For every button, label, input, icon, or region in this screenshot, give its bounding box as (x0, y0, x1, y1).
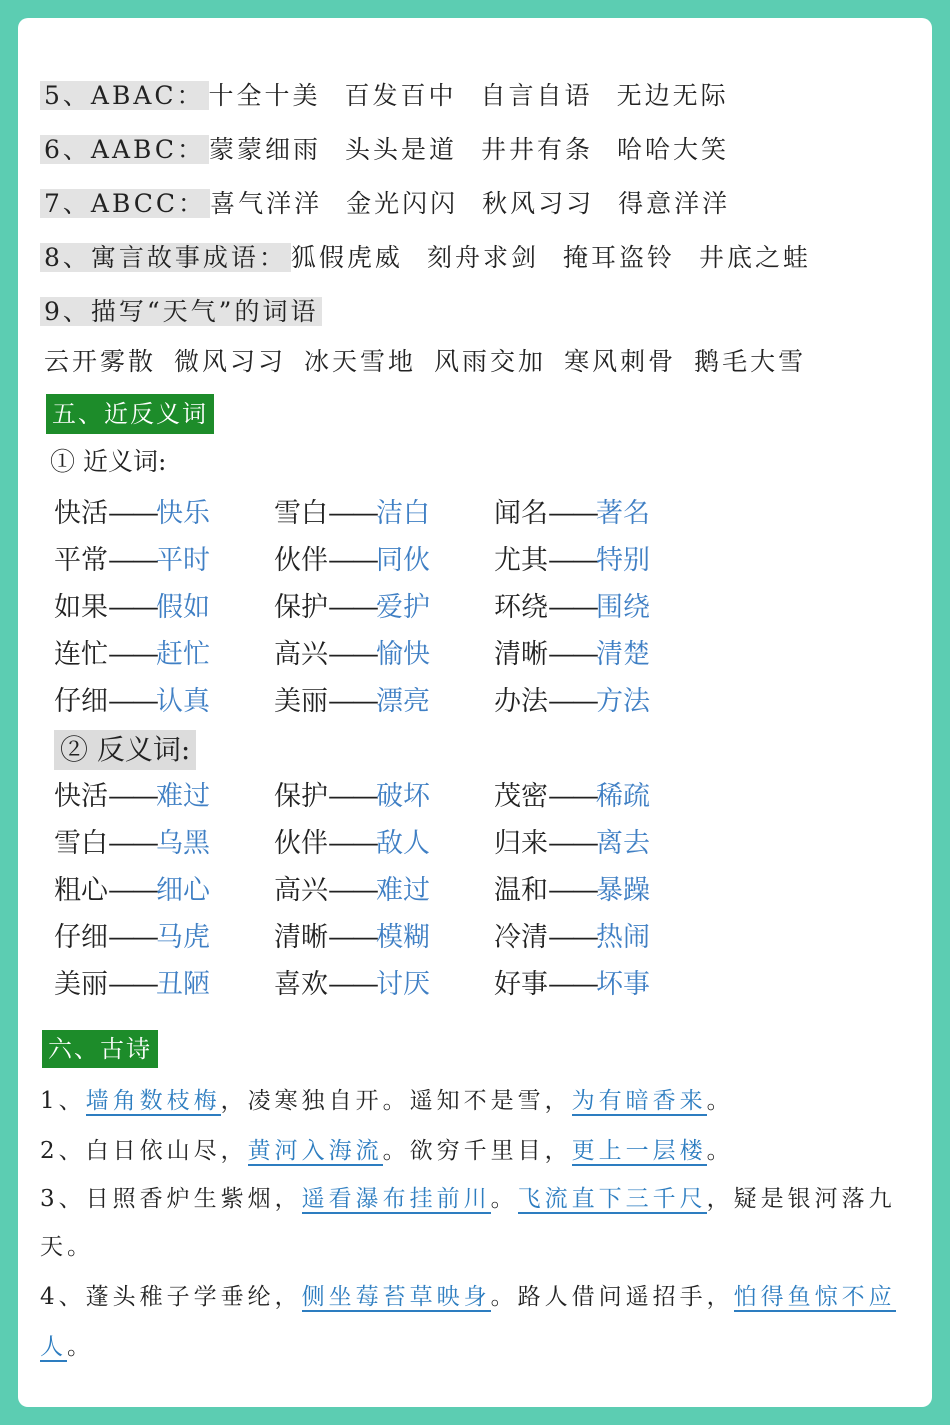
poem-1 (40, 1080, 734, 1122)
synonym-answer: 平时 (156, 545, 210, 576)
pair-dash: —— (548, 922, 596, 953)
pair-dash: —— (328, 545, 376, 576)
idiom-row-5 (40, 76, 753, 116)
poem-4 (40, 1276, 896, 1318)
idiom-item: 头头是道 (345, 135, 458, 164)
idiom-row-label: 8、寓言故事成语： (40, 243, 291, 272)
idiom-row-8 (40, 238, 835, 278)
idiom-item: 哈哈大笑 (617, 135, 730, 164)
antonym-answer: 讨厌 (376, 969, 430, 1000)
synonym-pair (274, 635, 430, 675)
antonym-pair (274, 777, 430, 817)
idiom-item: 蒙蒙细雨 (208, 135, 321, 164)
antonym-answer: 模糊 (376, 922, 430, 953)
antonym-pair (494, 871, 650, 911)
pair-dash: —— (108, 639, 156, 670)
antonym-pair (274, 965, 430, 1005)
pair-dash: —— (548, 828, 596, 859)
synonym-answer: 方法 (596, 686, 650, 717)
synonym-pair (494, 682, 650, 722)
antonym-pair (274, 824, 430, 864)
poem-text: 。 (490, 1186, 518, 1212)
poem-answer: 飞流直下三千尺 (517, 1186, 707, 1212)
weather-word: 云开雾散 (44, 347, 157, 376)
weather-heading-row (40, 292, 322, 332)
idiom-item: 狐假虎威 (290, 243, 403, 272)
synonym-pair (494, 588, 650, 628)
antonym-answer: 难过 (376, 875, 430, 906)
synonym-word: 清晰 (494, 639, 548, 670)
pair-dash: —— (548, 686, 596, 717)
poem-number: 1、 (40, 1088, 86, 1114)
synonym-pair (54, 588, 210, 628)
synonym-word: 保护 (274, 592, 328, 623)
antonym-answer: 坏事 (596, 969, 650, 1000)
synonym-pair (494, 541, 650, 581)
antonym-answer: 敌人 (376, 828, 430, 859)
weather-word: 冰天雪地 (304, 347, 417, 376)
section-six-title: 六、古诗 (42, 1030, 158, 1068)
poem-answer: 侧坐莓苔草映身 (301, 1284, 491, 1310)
synonym-word: 如果 (54, 592, 108, 623)
idiom-row-7 (40, 184, 754, 224)
synonym-word: 尤其 (494, 545, 548, 576)
synonym-word: 仔细 (54, 686, 108, 717)
synonym-pair (494, 635, 650, 675)
weather-words-row (44, 342, 806, 382)
synonym-answer: 特别 (596, 545, 650, 576)
synonyms-label: ① 近义词: (50, 447, 167, 476)
pair-dash: —— (108, 592, 156, 623)
synonym-word: 连忙 (54, 639, 108, 670)
worksheet-page (18, 18, 932, 1407)
antonym-word: 高兴 (274, 875, 328, 906)
synonym-word: 办法 (494, 686, 548, 717)
antonym-answer: 破坏 (376, 781, 430, 812)
poem-3-continued (40, 1226, 94, 1268)
poem-text: 。欲穷千里目， (382, 1138, 572, 1164)
antonym-word: 保护 (274, 781, 328, 812)
antonym-answer: 细心 (156, 875, 210, 906)
pair-dash: —— (328, 781, 376, 812)
synonym-answer: 愉快 (376, 639, 430, 670)
pair-dash: —— (548, 545, 596, 576)
poem-text: 。 (67, 1334, 94, 1360)
poem-text: 蓬头稚子学垂纶， (85, 1284, 302, 1310)
antonym-word: 清晰 (274, 922, 328, 953)
pair-dash: —— (328, 969, 376, 1000)
pair-dash: —— (108, 781, 156, 812)
idiom-item: 秋风习习 (482, 189, 595, 218)
antonyms-label: ② 反义词: (54, 730, 196, 770)
pair-dash: —— (108, 875, 156, 906)
synonym-answer: 同伙 (376, 545, 430, 576)
synonym-pair (274, 588, 430, 628)
pair-dash: —— (548, 498, 596, 529)
antonym-answer: 热闹 (596, 922, 650, 953)
synonym-pair (274, 541, 430, 581)
antonym-word: 好事 (494, 969, 548, 1000)
synonym-answer: 漂亮 (376, 686, 430, 717)
antonym-word: 温和 (494, 875, 548, 906)
idiom-item: 十全十美 (208, 81, 321, 110)
antonym-word: 仔细 (54, 922, 108, 953)
pair-dash: —— (108, 545, 156, 576)
weather-word: 鹅毛大雪 (694, 347, 807, 376)
antonym-answer: 乌黑 (156, 828, 210, 859)
antonym-answer: 暴躁 (596, 875, 650, 906)
synonym-pair (54, 494, 210, 534)
synonym-answer: 著名 (596, 498, 650, 529)
synonym-pair (274, 682, 430, 722)
poem-number: 4、 (40, 1284, 86, 1310)
weather-word: 风雨交加 (434, 347, 547, 376)
antonym-word: 伙伴 (274, 828, 328, 859)
poem-text: ，凌寒独自开。遥知不是雪， (220, 1088, 572, 1114)
antonym-pair (494, 777, 650, 817)
antonym-answer: 马虎 (156, 922, 210, 953)
pair-dash: —— (328, 875, 376, 906)
poem-4-continued (40, 1326, 94, 1368)
antonym-word: 粗心 (54, 875, 108, 906)
idiom-item: 刻舟求剑 (426, 243, 539, 272)
antonym-word: 茂密 (494, 781, 548, 812)
synonym-pair (54, 635, 210, 675)
poem-answer: 黄河入海流 (247, 1138, 383, 1164)
pair-dash: —— (328, 498, 376, 529)
pair-dash: —— (548, 875, 596, 906)
synonym-answer: 赶忙 (156, 639, 210, 670)
synonym-pair (54, 682, 210, 722)
synonym-answer: 爱护 (376, 592, 430, 623)
poem-answer: 怕得鱼惊不应 (733, 1284, 896, 1310)
idiom-item: 金光闪闪 (346, 189, 459, 218)
poem-2 (40, 1130, 734, 1172)
synonym-answer: 快乐 (156, 498, 210, 529)
pair-dash: —— (108, 922, 156, 953)
idiom-item: 喜气洋洋 (210, 189, 323, 218)
antonym-word: 归来 (494, 828, 548, 859)
pair-dash: —— (548, 781, 596, 812)
pair-dash: —— (328, 686, 376, 717)
synonym-pair (494, 494, 650, 534)
weather-word: 寒风刺骨 (564, 347, 677, 376)
synonym-pair (54, 541, 210, 581)
synonym-answer: 假如 (156, 592, 210, 623)
synonym-answer: 围绕 (596, 592, 650, 623)
synonym-word: 闻名 (494, 498, 548, 529)
synonym-word: 快活 (54, 498, 108, 529)
antonym-pair (54, 824, 210, 864)
pair-dash: —— (548, 592, 596, 623)
idiom-row-label: 7、ABCC： (40, 189, 210, 218)
antonym-pair (494, 918, 650, 958)
pair-dash: —— (108, 828, 156, 859)
antonym-pair (54, 965, 210, 1005)
poem-answer: 为有暗香来 (571, 1088, 707, 1114)
pair-dash: —— (328, 828, 376, 859)
antonym-word: 冷清 (494, 922, 548, 953)
synonym-word: 环绕 (494, 592, 548, 623)
poem-text: 日照香炉生紫烟， (85, 1186, 302, 1212)
idiom-item: 掩耳盗铃 (562, 243, 675, 272)
poem-text: 。路人借问遥招手， (490, 1284, 734, 1310)
antonym-answer: 难过 (156, 781, 210, 812)
antonym-word: 快活 (54, 781, 108, 812)
antonym-answer: 丑陋 (156, 969, 210, 1000)
poem-text: 白日依山尽， (85, 1138, 248, 1164)
synonym-word: 美丽 (274, 686, 328, 717)
antonym-pair (54, 918, 210, 958)
pair-dash: —— (548, 969, 596, 1000)
antonym-answer: 稀疏 (596, 781, 650, 812)
antonym-pair (54, 871, 210, 911)
idiom-item: 井井有条 (481, 135, 594, 164)
pair-dash: —— (108, 969, 156, 1000)
poem-text: 。 (706, 1088, 734, 1114)
idiom-item: 得意洋洋 (618, 189, 731, 218)
pair-dash: —— (108, 686, 156, 717)
poem-text: 。 (706, 1138, 734, 1164)
synonym-answer: 洁白 (376, 498, 430, 529)
pair-dash: —— (328, 592, 376, 623)
antonym-word: 喜欢 (274, 969, 328, 1000)
synonym-word: 平常 (54, 545, 108, 576)
synonym-word: 高兴 (274, 639, 328, 670)
synonym-word: 伙伴 (274, 545, 328, 576)
poem-text: ，疑是银河落九 (706, 1186, 896, 1212)
idiom-item: 井底之蛙 (698, 243, 811, 272)
poem-answer: 更上一层楼 (571, 1138, 707, 1164)
poem-3 (40, 1178, 896, 1220)
synonym-word: 雪白 (274, 498, 328, 529)
idiom-row-label: 5、ABAC： (40, 81, 209, 110)
pair-dash: —— (548, 639, 596, 670)
idiom-item: 自言自语 (480, 81, 593, 110)
antonym-pair (274, 918, 430, 958)
poem-number: 3、 (40, 1186, 86, 1212)
pair-dash: —— (328, 922, 376, 953)
antonym-pair (274, 871, 430, 911)
pair-dash: —— (328, 639, 376, 670)
idiom-row-6 (40, 130, 753, 170)
antonym-pair (494, 824, 650, 864)
antonym-word: 雪白 (54, 828, 108, 859)
poem-text: 天。 (40, 1234, 94, 1260)
antonym-answer: 离去 (596, 828, 650, 859)
idiom-item: 无边无际 (616, 81, 729, 110)
synonym-answer: 认真 (156, 686, 210, 717)
antonym-word: 美丽 (54, 969, 108, 1000)
section-five-title: 五、近反义词 (46, 394, 214, 434)
weather-heading: 9、描写“天气”的词语 (40, 297, 322, 326)
weather-word: 微风习习 (174, 347, 287, 376)
poem-answer: 遥看瀑布挂前川 (301, 1186, 491, 1212)
poem-number: 2、 (40, 1138, 86, 1164)
idiom-item: 百发百中 (344, 81, 457, 110)
antonym-pair (54, 777, 210, 817)
poem-answer: 墙角数枝梅 (85, 1088, 221, 1114)
synonym-answer: 清楚 (596, 639, 650, 670)
antonym-pair (494, 965, 650, 1005)
pair-dash: —— (108, 498, 156, 529)
poem-answer: 人 (40, 1334, 67, 1360)
synonym-pair (274, 494, 430, 534)
idiom-row-label: 6、AABC： (40, 135, 209, 164)
